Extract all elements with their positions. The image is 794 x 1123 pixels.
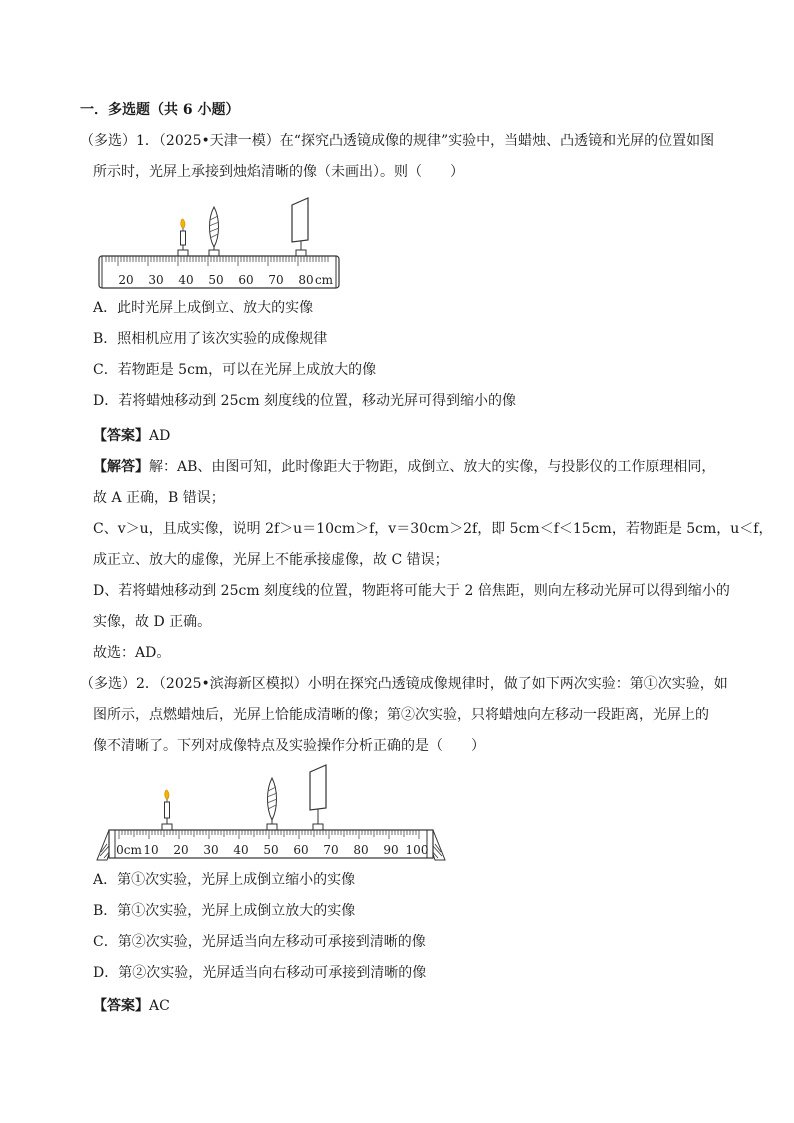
q2-tick-label: 50 [263,843,279,857]
q2-answer [93,996,170,1016]
q2-light-screen [310,765,326,830]
q1-option-d: D．若将蜡烛移动到 25cm 刻度线的位置，移动光屏可得到缩小的像 [93,393,517,409]
q2-tick-label: 90 [383,843,399,857]
q2-candle [162,790,172,830]
q1-answer [93,426,170,446]
q1-convex-lens [209,207,219,256]
q1-unit-label: cm [314,273,334,287]
q2-tick-label: 10 [143,843,159,857]
q1-analysis-text: 解：AB、由图可知，此时像距大于物距，成倒立、放大的实像，与投影仪的工作原理相同， [149,459,716,475]
q1-option-c: C．若物距是 5cm，可以在光屏上成放大的像 [93,362,377,378]
q1-analysis-line2: 故 A 正确，B 错误； [93,490,225,506]
q1-stem-line1: （多选）1．（2025•天津一模）在“探究凸透镜成像的规律”实验中，当蜡烛、凸透镜和光屏的位置如图 [80,133,715,149]
q2-option-c: C．第②次实验，光屏适当向左移动可承接到清晰的像 [93,934,426,950]
q2-option-d: D．第②次实验，光屏适当向右移动可承接到清晰的像 [93,965,427,981]
q2-tick-label: 20 [173,843,189,857]
q1-analysis-line1 [93,457,715,477]
q2-bench-rail [109,830,433,858]
q1-tick-label: 20 [118,273,134,287]
q1-tick-label: 60 [238,273,254,287]
q2-stem-line1: （多选）2．（2025•滨海新区模拟）小明在探究凸透镜成像规律时，做了如下两次实验：第①次实验，如 [80,676,728,692]
q1-stem-line2: 所示时，光屏上承接到烛焰清晰的像（未画出）。则（ ） [93,164,464,180]
q1-tick-label: 70 [268,273,284,287]
q1-answer-tag: 【答案】 [93,428,149,444]
section-title: 一．多选题（共 6 小题） [80,102,240,118]
q2-tick-label: 70 [323,843,339,857]
q1-analysis-tag: 【解答】 [93,459,149,475]
q2-option-b: B．第①次实验，光屏上成倒立放大的实像 [93,903,356,919]
q1-analysis-line6: 实像，故 D 正确。 [93,614,212,630]
q2-option-a: A．第①次实验，光屏上成倒立缩小的实像 [93,872,356,888]
q2-convex-lens [267,778,277,830]
q1-tick-label: 80 [298,273,314,287]
q2-stem-line3: 像不清晰了。下列对成像特点及实验操作分析正确的是（ ） [93,738,485,754]
q1-bench-rail [99,256,339,288]
q1-analysis-line5: D、若将蜡烛移动到 25cm 刻度线的位置，物距将可能大于 2 倍焦距，则向左移动光屏可以得到缩小的 [93,583,730,599]
q2-tick-label: 40 [233,843,249,857]
q1-analysis-line7: 故选：AD。 [93,645,171,661]
q1-tick-label: 40 [178,273,194,287]
q1-analysis-line4: 成正立、放大的虚像，光屏上不能承接虚像，故 C 错误； [93,552,449,568]
q1-option-a: A．此时光屏上成倒立、放大的实像 [93,300,314,316]
q1-answer-value: AD [149,428,171,444]
q2-start-label: 0cm [116,843,142,857]
q2-optical-bench-figure [95,762,455,867]
q2-tick-label: 60 [293,843,309,857]
q2-tick-label: 80 [353,843,369,857]
q1-tick-label: 50 [208,273,224,287]
q2-stem-line2: 图所示，点燃蜡烛后，光屏上恰能成清晰的像；第②次实验，只将蜡烛向左移动一段距离，光屏上的 [93,707,709,723]
q2-tick-label: 30 [203,843,219,857]
q2-answer-value: AC [149,998,170,1014]
q2-tick-label: 100 [405,843,429,857]
q1-light-screen [292,198,308,256]
q1-option-b: B．照相机应用了该次实验的成像规律 [93,331,328,347]
q1-candle [178,219,188,256]
q1-tick-label: 30 [148,273,164,287]
q1-optical-bench-figure [96,190,346,290]
q2-answer-tag: 【答案】 [93,998,149,1014]
q1-analysis-line3: C、v＞u，且成实像，说明 2f＞u＝10cm＞f，v＝30cm＞2f，即 5cm＜f＜15cm，若物距是 5cm，u＜f， [93,521,773,537]
